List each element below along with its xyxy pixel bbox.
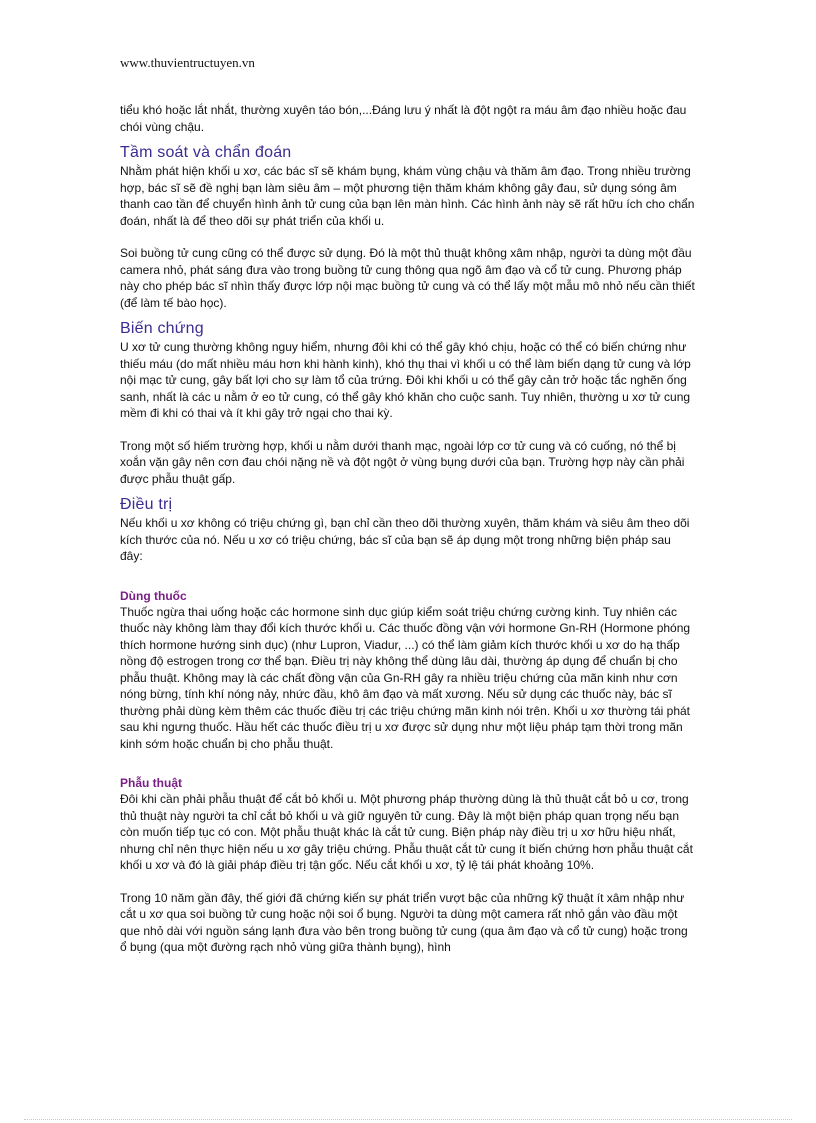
paragraph-hysteroscopy: Soi buồng tử cung cũng có thể được sử dụng. Đó là một thủ thuật không xâm nhập, người ta dùng một đầu camera nhỏ, phát sáng đưa vào trong buồng tử cung thông qua ngõ âm đạo và cổ tử cung. Phương pháp này cho phép bác sĩ nhìn thấy được lớp nội mạc buồng tử cung và có thể lấy một mẫu mô nhỏ nếu cần thiết (để làm tế bào học). [120,246,695,310]
document-body [120,102,695,956]
paragraph-complications: U xơ tử cung thường không nguy hiểm, nhưng đôi khi có thể gây khó chịu, hoặc có thể có biến chứng như thiếu máu (do mất nhiều máu hơn khi hành kinh), khó thụ thai vì khối u có thể làm biến dạng tử cung và lớp nội mạc tử cung, gây bất lợi cho sự làm tổ của trứng. Đôi khi khối u có thể gây cản trở hoặc tắc nghẽn ống sanh, nhất là các u nằm ở eo tử cung, có thể gây khó khăn cho cuộc sanh. Tuy nhiên, thường u xơ tử cung mềm đi khi có thai và ít khi gây trở ngại cho thai kỳ. [120,340,691,420]
site-header-url: www.thuvientructuyen.vn [120,55,255,70]
heading-treatment: Điều trị [120,496,173,513]
paragraph-spacer [120,752,695,768]
paragraph-ultrasound: Nhằm phát hiện khối u xơ, các bác sĩ sẽ khám bụng, khám vùng chậu và thăm âm đạo. Trong nhiều trường hợp, bác sĩ sẽ đề nghị bạn làm siêu âm – một phương tiện thăm khám không gây đau, sử dụng sóng âm thanh cao tần để chuyển hình ảnh tử cung của bạn lên màn hình. Các hình ảnh này sẽ rất hữu ích cho chẩn đoán, nhất là để theo dõi sự phát triển của khối u. [120,164,695,228]
paragraph-medication: Thuốc ngừa thai uống hoặc các hormone sinh dục giúp kiểm soát triệu chứng cường kinh. Tuy nhiên các thuốc này không làm thay đổi kích thước khối u. Các thuốc đồng vận với hormone Gn-RH (Hormone phóng thích hormone hướng sinh dục) (như Lupron, Viadur, ...) có thể làm giảm kích thước khối u xơ do hạ thấp nồng độ estrogen trong cơ thể bạn. Điều trị này không thể dùng lâu dài, thường áp dụng để chuẩn bị cho phẫu thuật. Không may là các chất đồng vận của Gn-RH gây ra nhiều triệu chứng của mãn kinh như cơn nóng bừng, tính khí nóng nảy, nhức đầu, khô âm đạo và mất xương. Nếu sử dụng các thuốc này, bác sĩ thường phải dùng kèm thêm các thuốc điều trị các triệu chứng mãn kinh nói trên. Khối u xơ thường tái phát sau khi ngưng thuốc. Hầu hết các thuốc điều trị u xơ được sử dụng như một liệu pháp tạm thời trong mãn kinh sớm hoặc chuẩn bị cho phẫu thuật. [120,604,691,751]
subheading-surgery: Phẫu thuật [120,776,182,790]
subheading-medication: Dùng thuốc [120,588,187,603]
paragraph-surgery: Đôi khi cần phải phẫu thuật để cắt bỏ khối u. Một phương pháp thường dùng là thủ thuật cắt bỏ u cơ, trong thủ thuật này người ta chỉ cắt bỏ khối u và giữ nguyên tử cung. Đây là một biện pháp quan trọng nếu bạn còn muốn tiếp tục có con. Một phẫu thuật khác là cắt tử cung. Biện pháp này điều trị u xơ hữu hiệu nhất, nhưng chỉ nên thực hiện nếu u xơ gây triệu chứng. Phẫu thuật cắt tử cung ít biến chứng hơn phẫu thuật cắt khối u xơ và đó là giải pháp điều trị tận gốc. Nếu cắt khối u xơ, tỷ lệ tái phát khoảng 10%. [120,792,693,872]
paragraph-intro-continuation: tiểu khó hoặc lắt nhắt, thường xuyên táo bón,...Đáng lưu ý nhất là đột ngột ra máu âm đạo nhiều hoặc đau chói vùng chậu. [120,103,687,134]
page-bottom-divider [24,1119,792,1120]
paragraph-spacer [120,565,695,581]
heading-screening-diagnosis: Tầm soát và chẩn đoán [120,144,292,161]
paragraph-spacer [120,874,695,890]
paragraph-treatment-intro: Nếu khối u xơ không có triệu chứng gì, bạn chỉ cần theo dõi thường xuyên, thăm khám và siêu âm theo dõi kích thước của nó. Nếu u xơ có triệu chứng, bác sĩ của bạn sẽ áp dụng một trong những biện pháp sau đây: [120,516,690,563]
paragraph-spacer [120,422,695,438]
paragraph-spacer [120,229,695,245]
heading-complications: Biến chứng [120,320,204,337]
paragraph-torsion: Trong một số hiếm trường hợp, khối u nằm dưới thanh mạc, ngoài lớp cơ tử cung và có cuống, nó thể bị xoắn vặn gây nên cơn đau chói nặng nề và đột ngột ở vùng bụng dưới của bạn. Trường hợp này cần phải được phẫu thuật gấp. [120,438,685,486]
paragraph-minimally-invasive: Trong 10 năm gần đây, thế giới đã chứng kiến sự phát triển vượt bậc của những kỹ thuật ít xâm nhập như cắt u xơ qua soi buồng tử cung hoặc nội soi ổ bụng. Người ta dùng một camera rất nhỏ gắn vào đầu một que nhỏ dài với nguồn sáng lạnh đưa vào bên trong buồng tử cung (qua âm đạo và cổ tử cung) hoặc trong ổ bụng (qua một đường rạch nhỏ vùng giữa thành bụng), hình [120,890,688,954]
